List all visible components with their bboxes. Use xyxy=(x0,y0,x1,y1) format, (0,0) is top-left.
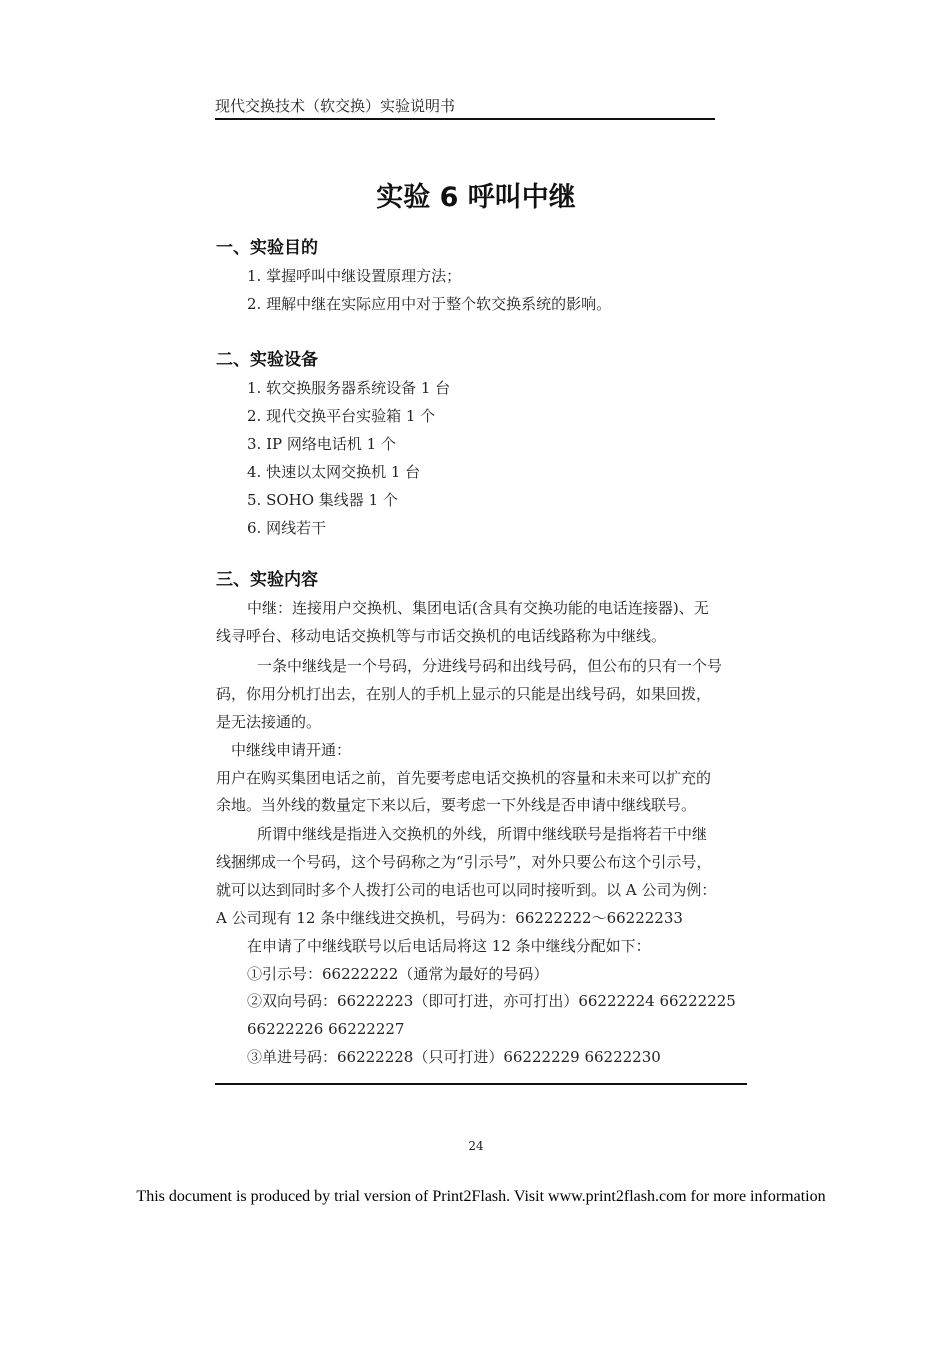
paragraph-line: 中继：连接用户交换机、集团电话(含具有交换功能的电话连接器)、无 xyxy=(247,599,709,617)
paragraph-line: 中继线申请开通： xyxy=(231,741,352,759)
running-header: 现代交换技术（软交换）实验说明书 xyxy=(215,96,715,120)
paragraph-line: 是无法接通的。 xyxy=(216,713,322,731)
page-title: 实验 6 呼叫中继 xyxy=(376,182,576,213)
list-item: 1. 软交换服务器系统设备 1 台 xyxy=(247,379,451,397)
list-item: 2. 现代交换平台实验箱 1 个 xyxy=(247,407,436,425)
paragraph-line: 线捆绑成一个号码，这个号码称之为“引示号”，对外只要公布这个引示号， xyxy=(216,853,712,871)
paragraph-line: ①引示号：66222222（通常为最好的号码） xyxy=(247,965,549,983)
paragraph-line: 用户在购买集团电话之前，首先要考虑电话交换机的容量和未来可以扩充的 xyxy=(216,769,712,787)
paragraph-line: 一条中继线是一个号码，分进线号码和出线号码，但公布的只有一个号 xyxy=(257,657,723,675)
page-number: 24 xyxy=(468,1139,484,1153)
trial-notice: This document is produced by trial version of Print2Flash. Visit www.print2flash.com for more information xyxy=(136,1188,826,1205)
paragraph-line: 就可以达到同时多个人拨打公司的电话也可以同时接听到。以 A 公司为例： xyxy=(216,881,717,899)
paragraph-line: ②双向号码：66222223（即可打进，亦可打出）66222224 66222225 xyxy=(247,992,736,1010)
paragraph-line: 余地。当外线的数量定下来以后，要考虑一下外线是否申请中继线联号。 xyxy=(216,796,697,814)
paragraph-line: 所谓中继线是指进入交换机的外线，所谓中继线联号是指将若干中继 xyxy=(257,825,708,843)
list-item: 2. 理解中继在实际应用中对于整个软交换系统的影响。 xyxy=(247,295,612,313)
list-item: 1. 掌握呼叫中继设置原理方法； xyxy=(247,267,462,285)
paragraph-line: ③单进号码：66222228（只可打进）66222229 66222230 xyxy=(247,1048,661,1066)
paragraph-line: 码，你用分机打出去，在别人的手机上显示的只能是出线号码，如果回拨， xyxy=(216,685,712,703)
list-item: 5. SOHO 集线器 1 个 xyxy=(247,491,398,509)
section-heading: 一、实验目的 xyxy=(216,238,318,258)
paragraph-line: A 公司现有 12 条中继线进交换机，号码为：66222222～66222233 xyxy=(216,909,683,927)
list-item: 6. 网线若干 xyxy=(247,519,327,537)
list-item: 4. 快速以太网交换机 1 台 xyxy=(247,463,421,481)
paragraph-line: 线寻呼台、移动电话交换机等与市话交换机的电话线路称为中继线。 xyxy=(216,627,667,645)
list-item: 3. IP 网络电话机 1 个 xyxy=(247,435,396,453)
section-heading: 二、实验设备 xyxy=(216,350,318,370)
footer-divider xyxy=(215,1083,747,1085)
paragraph-line: 66222226 66222227 xyxy=(247,1020,405,1038)
paragraph-line: 在申请了中继线联号以后电话局将这 12 条中继线分配如下： xyxy=(247,937,651,955)
section-heading: 三、实验内容 xyxy=(216,570,318,590)
